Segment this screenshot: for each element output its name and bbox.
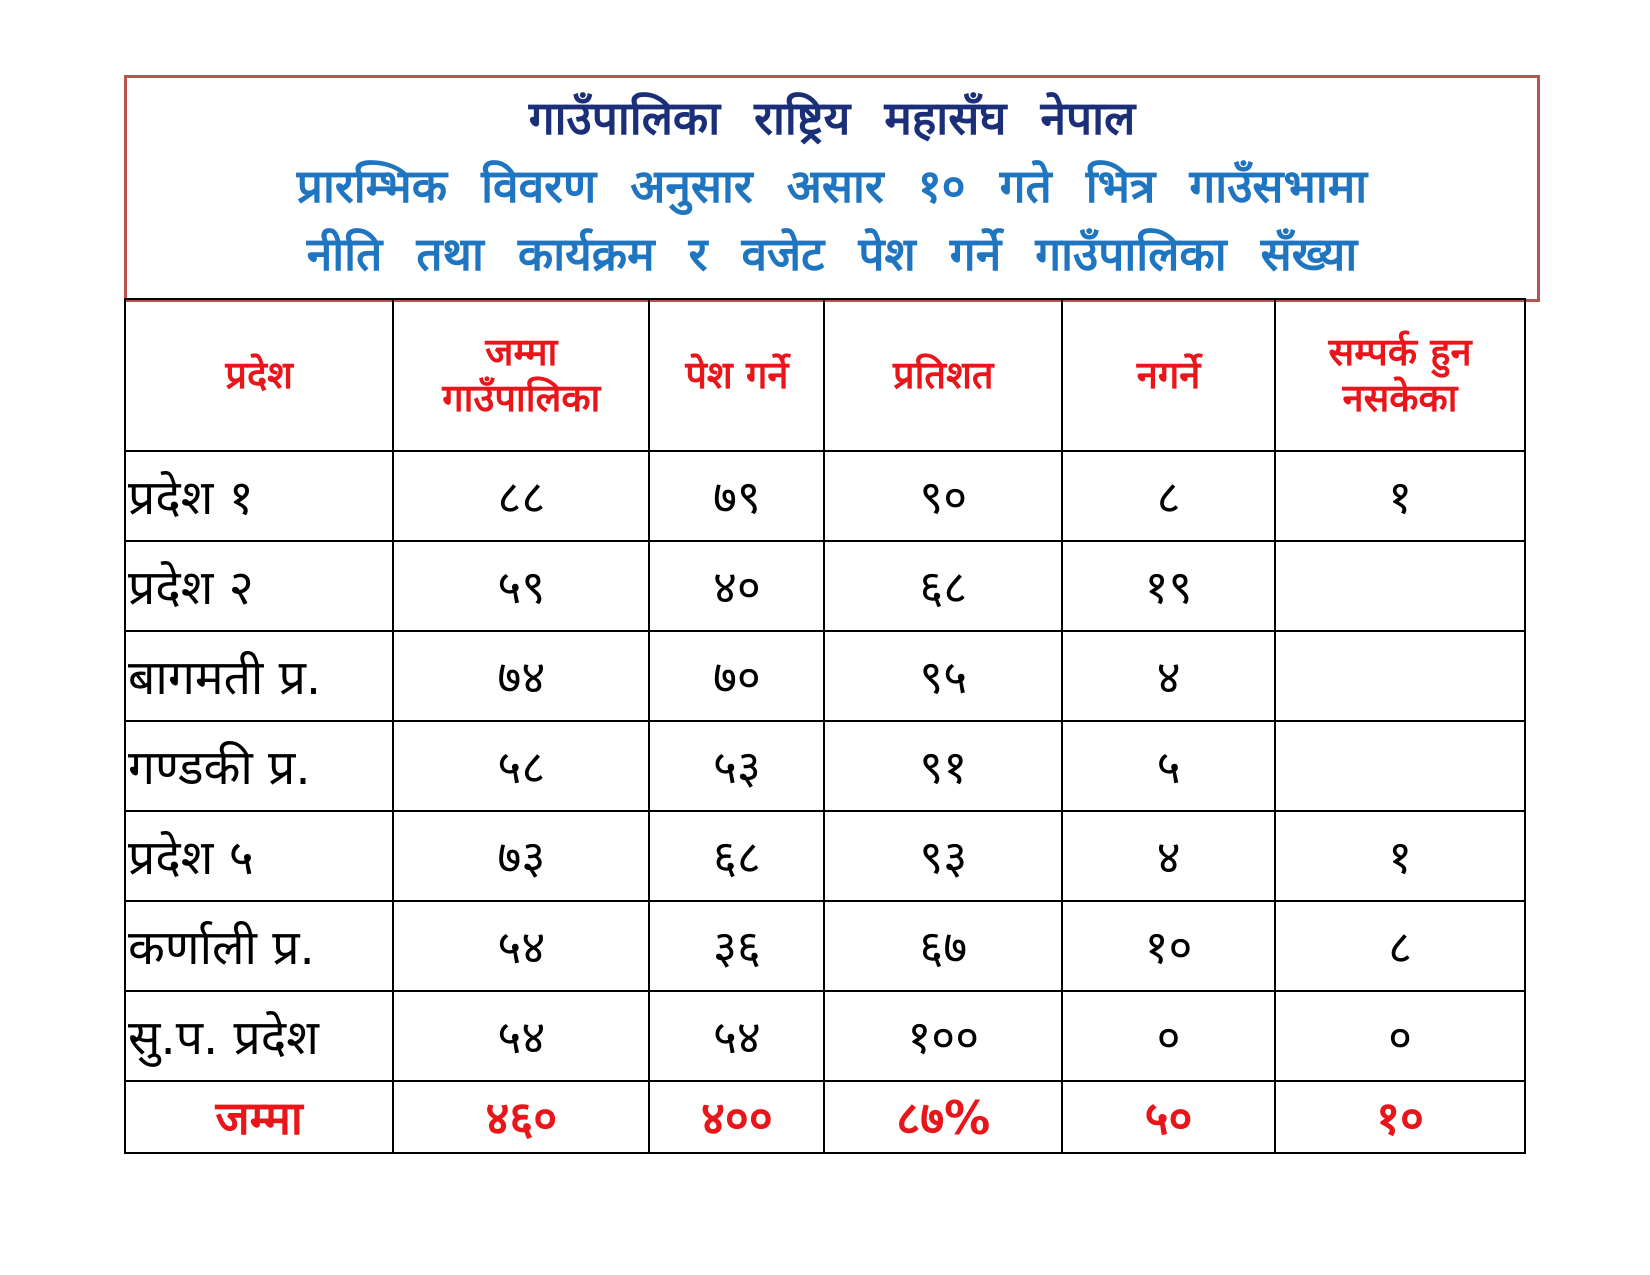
page-title: गाउँपालिका राष्ट्रिय महासँघ नेपाल (528, 91, 1136, 145)
header-line: सम्पर्क हुन (1328, 330, 1472, 374)
cell-total: ५४ (393, 991, 649, 1081)
cell-unreachable: ८ (1275, 901, 1525, 991)
column-header-unreachable (1275, 299, 1525, 451)
cell-percent: ९३ (824, 811, 1062, 901)
cell-not-submitted: ४ (1062, 631, 1275, 721)
cell-province: बागमती प्र. (125, 631, 393, 721)
cell-not-submitted: ८ (1062, 451, 1275, 541)
cell-not-submitted: ५ (1062, 721, 1275, 811)
total-label: जम्मा (125, 1081, 393, 1153)
subtitle-line-2: नीति तथा कार्यक्रम र वजेट पेश गर्ने गाउँपालिका सँख्या (306, 227, 1358, 281)
cell-percent: ९१ (824, 721, 1062, 811)
table-row (125, 631, 1525, 721)
table-row (125, 991, 1525, 1081)
cell-total: ८८ (393, 451, 649, 541)
total-unreachable: १० (1275, 1081, 1525, 1153)
cell-not-submitted: १९ (1062, 541, 1275, 631)
cell-total: ५८ (393, 721, 649, 811)
cell-submitted: ३६ (649, 901, 824, 991)
header-line: नगर्ने (1136, 353, 1201, 397)
header-box (124, 75, 1540, 302)
cell-submitted: ५३ (649, 721, 824, 811)
column-header-total-municipalities (393, 299, 649, 451)
cell-total: ७४ (393, 631, 649, 721)
cell-submitted: ५४ (649, 991, 824, 1081)
cell-unreachable (1275, 631, 1525, 721)
table-row (125, 901, 1525, 991)
total-submitted: ४०० (649, 1081, 824, 1153)
cell-percent: ९५ (824, 631, 1062, 721)
table-row (125, 721, 1525, 811)
cell-total: ५४ (393, 901, 649, 991)
cell-not-submitted: ४ (1062, 811, 1275, 901)
cell-province: प्रदेश १ (125, 451, 393, 541)
table-row (125, 811, 1525, 901)
column-header-percent (824, 299, 1062, 451)
cell-submitted: ७० (649, 631, 824, 721)
cell-province: प्रदेश २ (125, 541, 393, 631)
total-percent: ८७% (824, 1081, 1062, 1153)
cell-unreachable (1275, 721, 1525, 811)
cell-unreachable (1275, 541, 1525, 631)
total-not-submitted: ५० (1062, 1081, 1275, 1153)
cell-percent: ६८ (824, 541, 1062, 631)
header-line: प्रदेश (225, 353, 293, 397)
header-line: गाउँपालिका (442, 376, 601, 420)
table-total-row (125, 1081, 1525, 1153)
table-row (125, 451, 1525, 541)
cell-not-submitted: ० (1062, 991, 1275, 1081)
table-row (125, 541, 1525, 631)
cell-not-submitted: १० (1062, 901, 1275, 991)
cell-submitted: ६८ (649, 811, 824, 901)
header-line: प्रतिशत (892, 353, 994, 397)
statistics-table (124, 298, 1526, 1154)
column-header-not-submitted (1062, 299, 1275, 451)
subtitle-line-1: प्रारम्भिक विवरण अनुसार असार १० गते भित्र गाउँसभामा (296, 159, 1368, 213)
cell-percent: ६७ (824, 901, 1062, 991)
cell-submitted: ७९ (649, 451, 824, 541)
total-municipalities: ४६० (393, 1081, 649, 1153)
column-header-province (125, 299, 393, 451)
cell-unreachable: १ (1275, 811, 1525, 901)
cell-province: प्रदेश ५ (125, 811, 393, 901)
table-header-row (125, 299, 1525, 451)
cell-province: गण्डकी प्र. (125, 721, 393, 811)
header-line: पेश गर्ने (685, 353, 789, 397)
header-line: नसकेका (1342, 376, 1458, 420)
cell-unreachable: १ (1275, 451, 1525, 541)
cell-percent: १०० (824, 991, 1062, 1081)
cell-total: ५९ (393, 541, 649, 631)
cell-province: सु.प. प्रदेश (125, 991, 393, 1081)
cell-unreachable: ० (1275, 991, 1525, 1081)
cell-submitted: ४० (649, 541, 824, 631)
column-header-submitted (649, 299, 824, 451)
header-line: जम्मा (485, 330, 558, 374)
cell-province: कर्णाली प्र. (125, 901, 393, 991)
cell-total: ७३ (393, 811, 649, 901)
cell-percent: ९० (824, 451, 1062, 541)
